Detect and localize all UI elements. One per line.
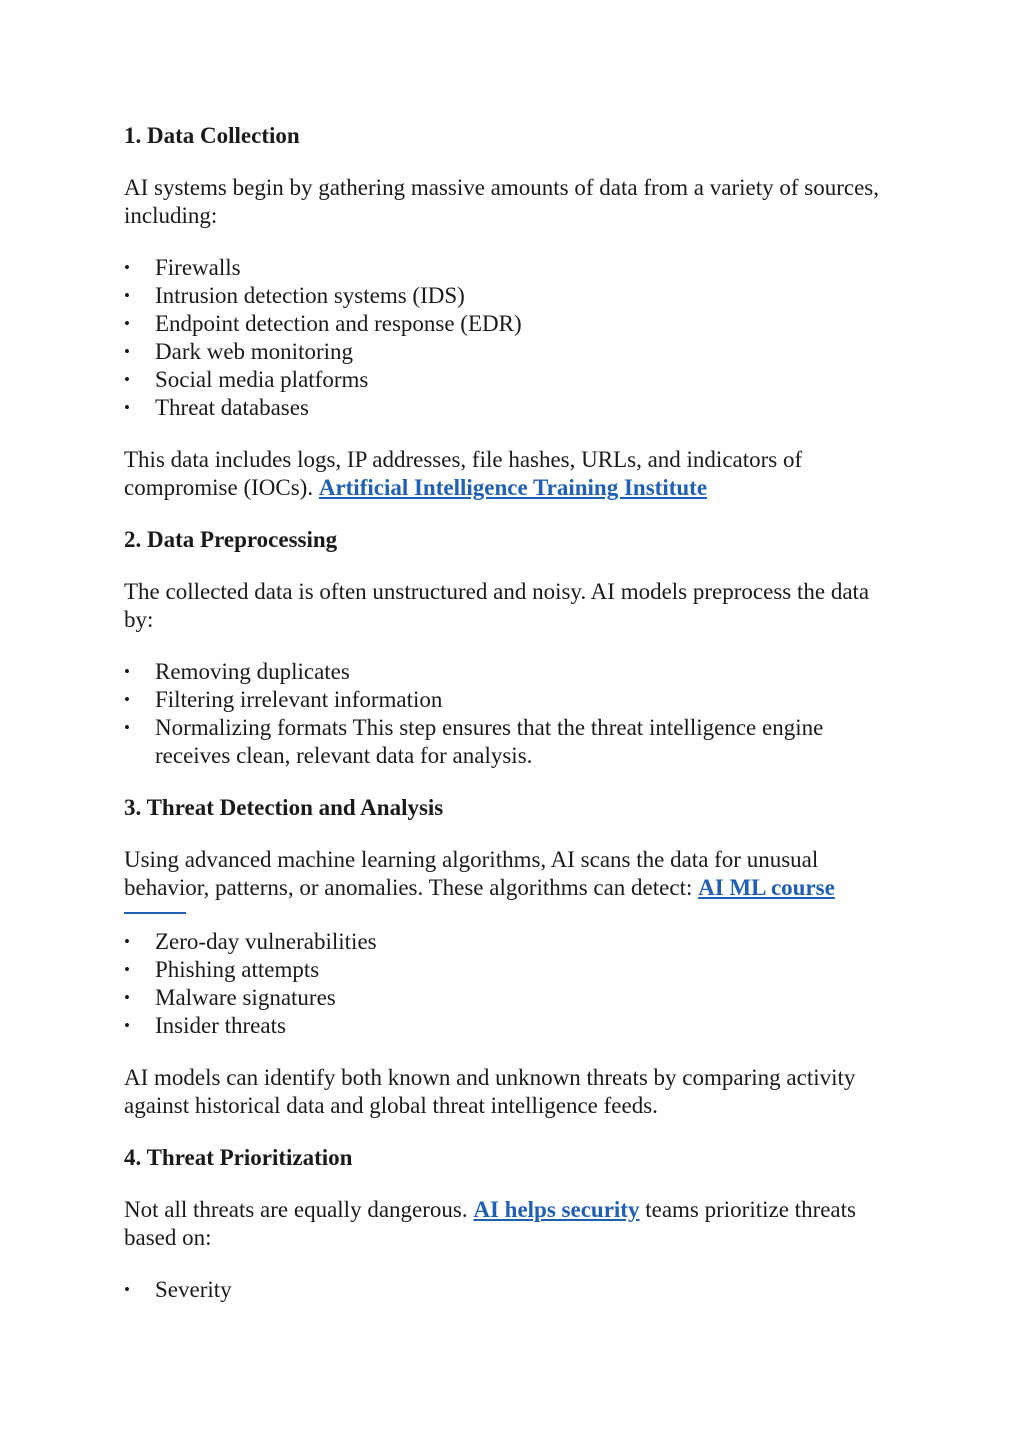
ai-ml-course-link[interactable]: AI ML course [698,875,835,900]
document-page [124,122,904,1304]
intro-text-before: Not all threats are equally dangerous. [124,1197,468,1222]
section-heading-data-preprocessing: 2. Data Preprocessing [124,527,338,552]
bullet-list-preprocessing [124,658,904,770]
section-outro: AI models can identify both known and unknown threats by comparing activity against historical data and global threat intelligence feeds. [124,1065,856,1118]
list-item: • Intrusion detection systems (IDS) [124,282,904,310]
training-institute-link[interactable]: Artificial Intelligence Training Institute [318,475,708,500]
section-heading-threat-prioritization: 4. Threat Prioritization [124,1145,353,1170]
section-intro [124,1196,904,1252]
bullet-list-data-sources [124,254,904,422]
section-intro [124,846,904,902]
ai-helps-security-link[interactable]: AI helps security [473,1197,640,1222]
list-item: • Threat databases [124,394,904,422]
list-item: • Dark web monitoring [124,338,904,366]
list-item: • Malware signatures [124,984,904,1012]
section-intro: AI systems begin by gathering massive amounts of data from a variety of sources, including: [124,175,879,228]
list-item: • Phishing attempts [124,956,904,984]
list-item: • Normalizing formats This step ensures that the threat intelligence engine receives clean, relevant data for analysis. [124,714,904,770]
list-item: • Firewalls [124,254,904,282]
bullet-list-prioritization [124,1276,904,1304]
list-item: • Social media platforms [124,366,904,394]
list-item: • Filtering irrelevant information [124,686,904,714]
outro-text: This data includes logs, IP addresses, file hashes, URLs, and indicators of compromise (IOCs). [124,447,803,500]
section-heading-data-collection: 1. Data Collection [124,123,300,148]
intro-text-after: teams prioritize threats based on: [124,1197,856,1250]
list-item: • Severity [124,1276,904,1304]
list-item: • Removing duplicates [124,658,904,686]
section-outro [124,446,904,502]
section-intro: The collected data is often unstructured and noisy. AI models preprocess the data by: [124,579,870,632]
list-item: • Zero-day vulnerabilities [124,928,904,956]
section-heading-threat-detection: 3. Threat Detection and Analysis [124,795,444,820]
bullet-list-detections [124,928,904,1040]
intro-text: Using advanced machine learning algorithms, AI scans the data for unusual behavior, patterns, or anomalies. These algorithms can detect: [124,847,819,900]
list-item: • Insider threats [124,1012,904,1040]
list-item: • Endpoint detection and response (EDR) [124,310,904,338]
